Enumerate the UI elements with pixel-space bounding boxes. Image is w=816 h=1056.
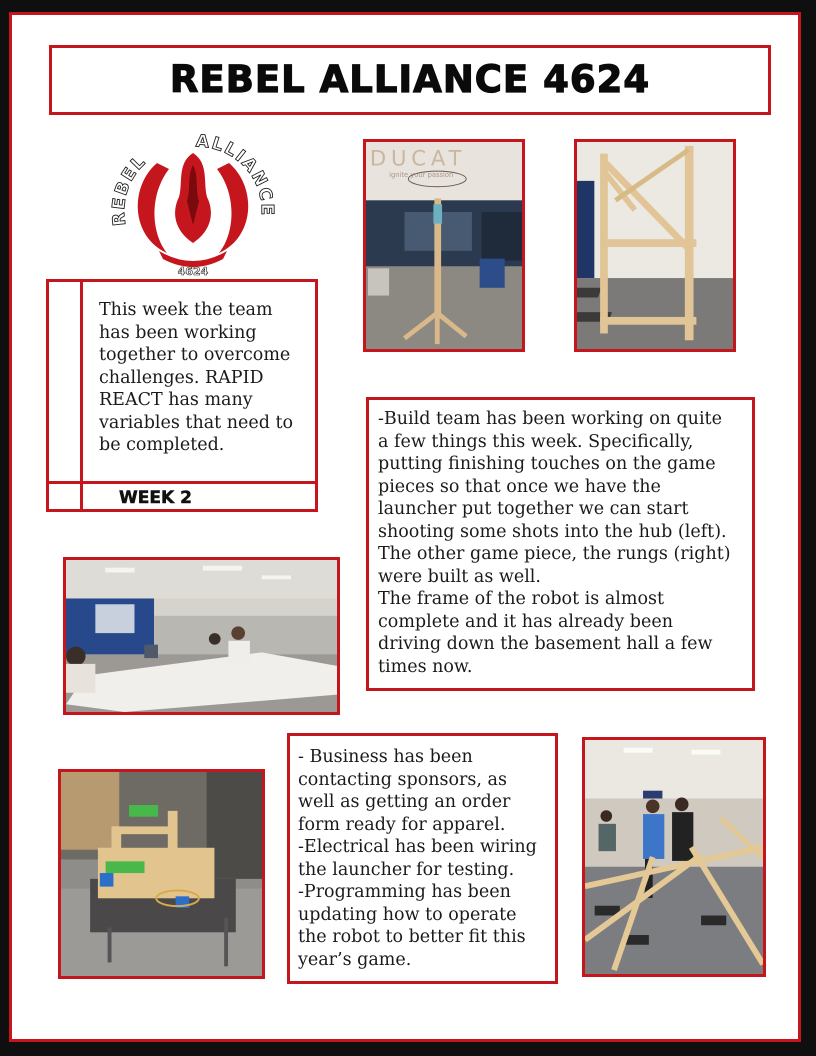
team-logo [107,125,279,277]
build-update-text: -Build team has been working on quite a few things this week. Specifically, putting finishing touches on the game pieces so that once we have the launcher put together we can start shooting some shots into the hub (left). The other game piece, the rungs (right) were built as well. The frame of the robot is almost complete and it has already been driving down the basement hall a few times now. [378,409,731,677]
newsletter-page [9,12,801,1042]
robot-photo [58,769,265,979]
intro-text: This week the team has been working together to overcome challenges. RAPID REACT has many variables that need to be completed. [99,300,294,455]
classroom-photo [63,557,340,715]
logo-top-text: REBEL [108,151,151,227]
hub-wall-text: DUCAT [369,146,467,172]
intro-box [46,279,318,512]
hub-photo [363,139,525,352]
page-title: REBEL ALLIANCE 4624 [169,58,651,101]
footer-rule [49,481,315,484]
logo-number: 4624 [177,265,209,277]
team-rungs-photo [582,737,766,977]
business-update-text: - Business has been contacting sponsors, as well as getting an order form ready for apparel. -Electrical has been wiring the launcher for testing. -Programming has been updating how to operate the robot to better fit this year’s game. [298,747,537,970]
hub-wall-subtext: ignite your passion [389,170,454,179]
business-update-box [287,733,558,984]
margin-rule [80,282,83,509]
build-update-box [366,397,755,691]
logo-right-text: ALLIANCE [195,131,277,218]
title-box [49,45,771,115]
week-label: WEEK 2 [119,488,192,508]
rungs-photo [574,139,736,352]
